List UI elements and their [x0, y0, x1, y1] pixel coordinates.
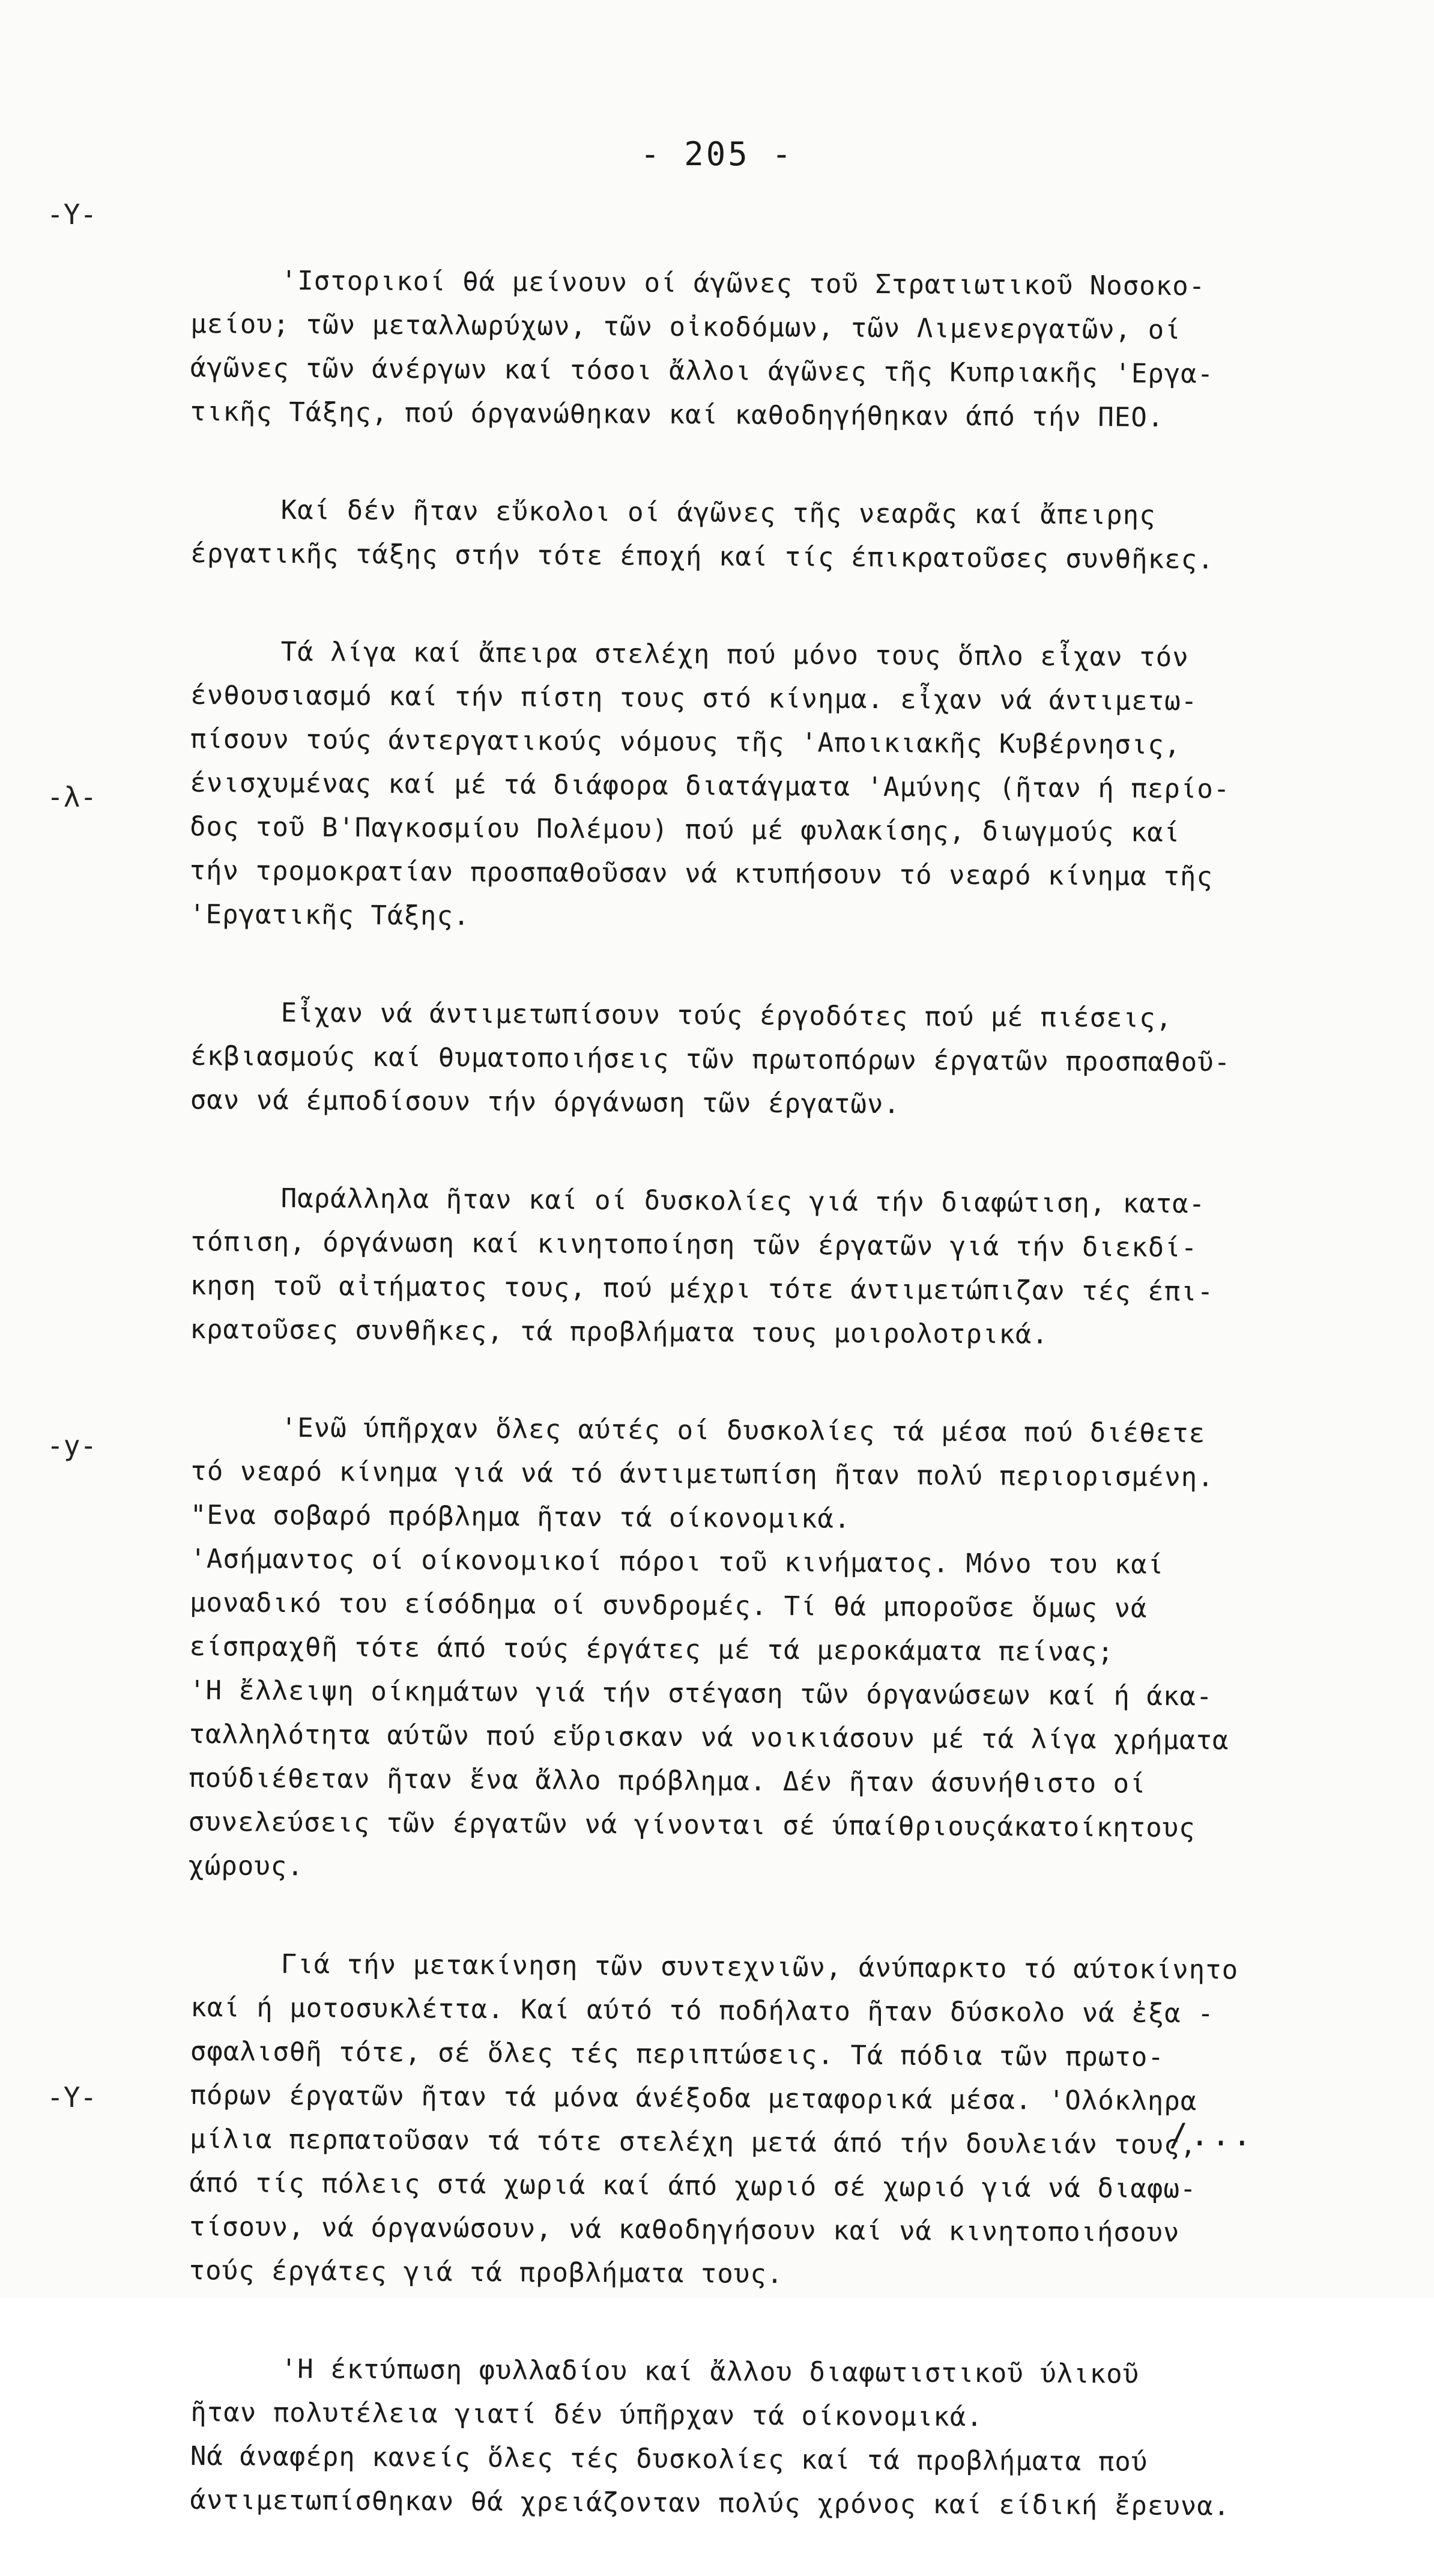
- text-line: μοναδικό του είσόδημα οί συνδρομές. Τί θά μποροῦσε ὅμως νά: [189, 1587, 1148, 1624]
- paragraph: [190, 2347, 1314, 2529]
- text-line: σφαλισθῆ τότε, σέ ὅλες τές περιπτώσεις. Τά πόδια τῶν πρωτο-: [190, 2035, 1164, 2073]
- paragraph: [190, 488, 1314, 582]
- text-line: 'Εργατικῆς Τάξης.: [189, 899, 470, 932]
- text-line: Καί δέν ῆταν εὔκολοι οί άγῶνες τῆς νεαρᾶς καί ἄπειρης: [280, 494, 1156, 531]
- text-line: πίσουν τούς άντεργατικούς νόμους τῆς 'Αποικιακῆς Κυβέρνησις,: [190, 723, 1181, 761]
- text-line: 'Η ἔλλειψη οίκημάτων γιά τήν στέγαση τῶν όργανώσεων καί ή άκα-: [189, 1674, 1213, 1712]
- paragraph: [190, 258, 1314, 440]
- text-line: Γιά τήν μετακίνηση τῶν συντεχνιῶν, άνύπαρκτο τό αύτοκίνητο: [280, 1948, 1239, 1986]
- text-line: άγῶνες τῶν άνέργων καί τόσοι ἄλλοι άγῶνες τῆς Κυπριακῆς 'Εργα-: [190, 352, 1214, 390]
- text-line: άντιμετωπίσθηκαν θά χρειάζονταν πολύς χρόνος καί είδική ἔρευνα.: [190, 2484, 1230, 2522]
- page-number: - 205 -: [640, 135, 794, 173]
- text-line: κηση τοῦ αἰτήματος τους, πού μέχρι τότε άντιμετώπιζαν τές έπι-: [190, 1270, 1214, 1308]
- text-line: Παράλληλα ῆταν καί οί δυσκολίες γιά τήν διαφώτιση, κατα-: [280, 1183, 1206, 1220]
- text-line: τούς έργάτες γιά τά προβλήματα τους.: [189, 2255, 784, 2290]
- text-line: ένισχυμένας καί μέ τά διάφορα διατάγματα 'Αμύνης (ῆταν ή περίο-: [190, 767, 1230, 805]
- text-line: ῆταν πολυτέλεια γιατί δέν ύπῆρχαν τά οίκονομικά.: [190, 2396, 983, 2433]
- text-line: συνελεύσεις τῶν έργατῶν νά γίνονται σέ ύπαίθριουςάκατοίκητους: [188, 1806, 1196, 1844]
- text-line: σαν νά έμποδίσουν τήν όργάνωση τῶν έργατῶν.: [190, 1084, 901, 1120]
- text-line: τίσουν, νά όργανώσουν, νά καθοδηγήσουν καί νά κινητοποιήσουν: [189, 2211, 1180, 2249]
- text-line: Εἶχαν νά άντιμετωπίσουν τούς έργοδότες πού μέ πιέσεις,: [280, 997, 1173, 1034]
- text-line: τόπιση, όργάνωση καί κινητοποίηση τῶν έργατῶν γιά τήν διεκδί-: [190, 1226, 1198, 1264]
- text-line: 'Ενῶ ύπῆρχαν ὅλες αύτές οί δυσκολίες τά μέσα πού διέθετε: [280, 1412, 1206, 1449]
- text-line: 'Ασήμαντος οί οίκονομικοί πόροι τοῦ κινήματος. Μόνο του καί: [190, 1543, 1164, 1580]
- continuation-mark: /...: [1169, 2117, 1254, 2153]
- body-text: [188, 258, 1314, 2576]
- text-line: είσπραχθῆ τότε άπό τούς έργάτες μέ τά μεροκάματα πείνας;: [189, 1631, 1115, 1668]
- text-line: 'Η έκτύπωση φυλλαδίου καί ἄλλου διαφωτιστικοῦ ύλικοῦ: [280, 2353, 1140, 2390]
- margin-mark: -y-: [47, 1429, 97, 1462]
- text-line: Τά λίγα καί ἄπειρα στελέχη πού μόνο τους ὅπλο εἶχαν τόν: [280, 636, 1189, 673]
- margin-mark: -Y-: [47, 2081, 97, 2114]
- text-line: ένθουσιασμό καί τήν πίστη τους στό κίνημα. εἶχαν νά άντιμετω-: [190, 679, 1198, 717]
- margin-mark: -λ-: [47, 781, 97, 813]
- text-line: πούδιέθεταν ῆταν ἕνα ἄλλο πρόβλημα. Δέν ῆταν άσυνήθιστο οί: [189, 1762, 1146, 1799]
- text-line: μίλια περπατοῦσαν τά τότε στελέχη μετά άπό τήν δουλειάν τους,: [189, 2123, 1197, 2161]
- text-line: μείου; τῶν μεταλλωρύχων, τῶν οἰκοδόμων, τῶν Λιμενεργατῶν, οί: [190, 308, 1181, 346]
- paragraph: [189, 1942, 1314, 2299]
- paragraph: [189, 629, 1314, 943]
- text-line: έκβιασμούς καί θυματοποιήσεις τῶν πρωτοπόρων έργατῶν προσπαθοῦ-: [190, 1040, 1231, 1078]
- text-line: τό νεαρό κίνημα γιά νά τό άντιμετωπίση ῆταν πολύ περιορισμένη.: [190, 1455, 1214, 1493]
- paragraph: [190, 990, 1314, 1129]
- text-line: καί ή μοτοσυκλέττα. Καί αύτό τό ποδήλατο ῆταν δύσκολο νά ἐξα -: [190, 1992, 1214, 2029]
- text-line: δος τοῦ Β'Παγκοσμίου Πολέμου) πού μέ φυλακίσης, διωγμούς καί: [189, 811, 1181, 849]
- text-line: "Ενα σοβαρό πρόβλημα ῆταν τά οίκονομικά.: [190, 1499, 851, 1535]
- text-line: Νά άναφέρη κανείς ὅλες τές δυσκολίες καί τά προβλήματα πού: [190, 2440, 1148, 2478]
- text-line: έργατικῆς τάξης στήν τότε έποχή καί τίς έπικρατοῦσες συνθῆκες.: [190, 538, 1214, 575]
- text-line: πόρων έργατῶν ῆταν τά μόνα άνέξοδα μεταφορικά μέσα. 'Ολόκληρα: [190, 2079, 1197, 2117]
- text-line: τήν τρομοκρατίαν προσπαθοῦσαν νά κτυπήσουν τό νεαρό κίνημα τῆς: [189, 855, 1214, 893]
- text-line: τικῆς Τάξης, πού όργανώθηκαν καί καθοδηγήθηκαν άπό τήν ΠΕΟ.: [190, 396, 1164, 433]
- paragraph: [190, 1176, 1314, 1358]
- text-line: 'Ιστορικοί θά μείνουν οί άγῶνες τοῦ Στρατιωτικοῦ Νοσοκο-: [280, 265, 1206, 302]
- margin-mark: -Y-: [47, 198, 97, 231]
- text-line: ταλληλότητα αύτῶν πού εὕρισκαν νά νοικιάσουν μέ τά λίγα χρήματα: [189, 1718, 1229, 1756]
- text-line: χώρους.: [188, 1850, 304, 1882]
- paragraph: [188, 1405, 1314, 1894]
- text-line: άπό τίς πόλεις στά χωριά καί άπό χωριό σέ χωριό γιά νά διαφω-: [189, 2167, 1197, 2205]
- text-line: κρατοῦσες συνθῆκες, τά προβλήματα τους μοιρολοτρικά.: [190, 1314, 1049, 1350]
